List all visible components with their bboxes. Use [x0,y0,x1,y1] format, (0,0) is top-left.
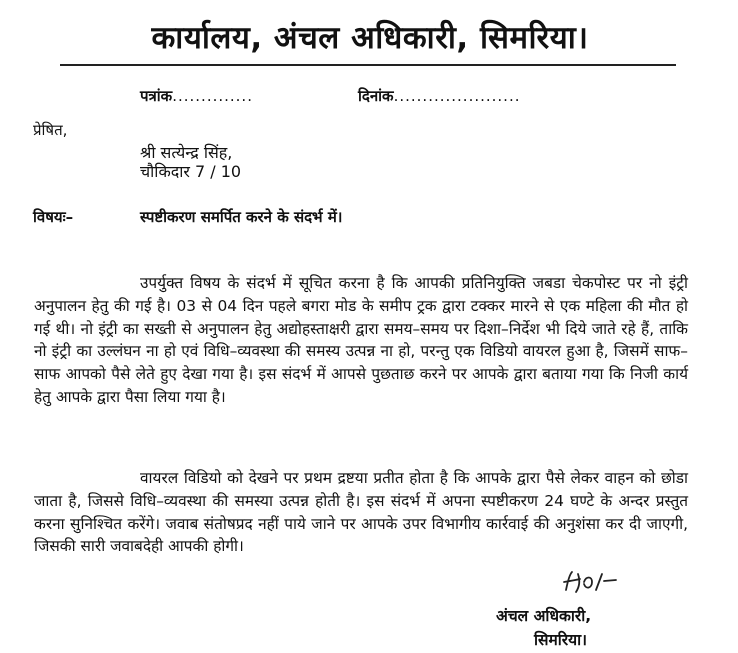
addressee-name: श्री सत्येन्द्र सिंह, [140,143,233,162]
office-title: कार्यालय, अंचल अधिकारी, सिमरिया। [151,20,589,56]
body-paragraph-1: उपर्युक्त विषय के संदर्भ में सूचित करना है कि आपकी प्रतिनियुक्ति जबडा चेकपोस्ट पर नो इंट्री अनुपालन हेतु की गई है। 03 से 04 दिन पहले बगरा मोड के समीप ट्रक द्वारा टक्कर मारने से एक महिला की मौत हो गई थी। नो इंट्री का सख्ती से अनुपालन हेतु अद्योहस्ताक्षरी द्वारा समय–समय पर दिशा–निर्देश भी दिये जाते रहे हैं, ताकि नो इंट्री का उल्लंघन ना हो एवं विधि–व्यवस्था की समस्य उत्पन्न ना हो, परन्तु एक विडियो वायरल हुआ है, जिसमें साफ–साफ आपको पैसे लेते हुए देखा गया है। इस संदर्भ में आपसे पुछताछ करने पर आपके द्वारा बताया गया कि निजी कार्य हेतु आपके द्वारा पैसा लिया गया है। [34,274,688,406]
addressee-post: चौकिदार 7 / 10 [140,162,242,181]
reference-number [140,86,253,106]
body-paragraph-2: वायरल विडियो को देखने पर प्रथम द्रष्टया प्रतीत होता है कि आपके द्वारा पैसे लेकर वाहन को छोडा जाता है, जिससे विधि–व्यवस्था की समस्या उत्पन्न होती है। इस संदर्भ में अपना स्पष्टीकरण 24 घण्टे के अन्दर प्रस्तुत करना सुनिश्चित करेंगे। जवाब संतोषप्रद नहीं पाये जाने पर आपके उपर विभागीय कार्रवाई की अनुशंसा कर दी जाएगी, जिसकी सारी जवाबदेही आपकी होगी। [34,469,688,556]
reference-label: पत्रांक [140,87,173,105]
date-label: दिनांक [358,87,394,105]
title-underline [60,64,676,66]
subject-text: स्पष्टीकरण समर्पित करने के संदर्भ में। [140,208,343,226]
signatory-place: सिमरिया। [534,631,587,649]
handwritten-signature [560,568,620,596]
subject-label: विषयः– [33,208,74,226]
sent-to-label: प्रेषित, [33,121,68,139]
date-dots: ...................... [393,87,521,105]
signatory-designation: अंचल अधिकारी, [496,607,592,625]
date-line [358,86,521,106]
reference-dots: .............. [172,87,253,105]
